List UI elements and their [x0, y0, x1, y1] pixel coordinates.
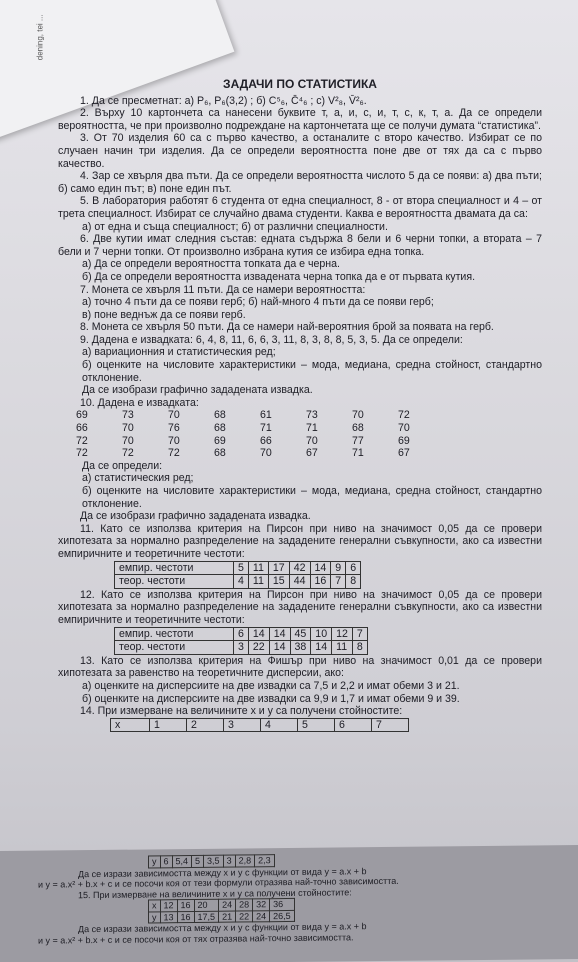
bottom-text	[38, 851, 538, 945]
table-row: y 13 16 17,5 21 22 24 26,5	[149, 910, 295, 923]
xy-table-15	[148, 898, 295, 924]
problem-9-c: Да се изобрази графично зададената извадка.	[82, 384, 313, 397]
problem-11: 11. Като се използва критерия на Пирсон при ниво на значимост 0,05 да се провери хипотезата за нормално разпределение на зададените генерални съвкупности, ако са известни емпиричните и теоретичните честоти:	[58, 522, 542, 560]
problem-10-d: Да се изобрази графично зададената извадка.	[80, 510, 311, 523]
problem-3: 3. От 70 изделия 60 са с първо качество, а останалите с второ качество. Избират се по случаен начин три изделия. Да се определи вероятността поне две от тях да са с първо качество.	[58, 132, 542, 170]
problem-13-a: а) оценките на дисперсиите на две извадки са 7,5 и 2,2 и имат обеми 3 и 21.	[82, 679, 460, 692]
problem-9: 9. Дадена е извадката: 6, 4, 8, 11, 6, 6, 3, 11, 8, 3, 8, 8, 5, 3, 5. Да се определи:	[80, 333, 463, 346]
problem-9-a: а) вариационния и статистическия ред;	[82, 346, 276, 359]
problem-15: 15. При измерване на величините x и y са получени стойностите:	[78, 886, 352, 900]
problem-14-text-1: Да се изрази зависимостта между x и y с функции от вида y = a.x + b	[78, 865, 367, 879]
problem-15-text-1: Да се изрази зависимостта между x и y с функции от вида y = a.x + b	[78, 921, 367, 935]
problem-14: 14. При измерване на величините x и y са получени стойностите:	[80, 705, 403, 718]
table-row: 72 72 72 68 70 67 71 67	[76, 447, 410, 460]
problem-9-b: б) оценките на числовите характеристики – мода, медиана, средна стойност, стандартно отклонение.	[82, 359, 542, 384]
problem-10-a: Да се определи:	[82, 459, 163, 472]
problem-2: 2. Върху 10 картончета са нанесени буквите т, а, и, с, и, т, с, к, т, а. Да се определи вероятността, че при произволно подреждане на картончетата ще се получи думата “статистика”.	[58, 107, 542, 132]
problem-12: 12. Като се използва критерия на Пирсон при ниво на значимост 0,05 да се провери хипотезата за нормално разпределение на зададените генерални съвкупности, ако са известни емпиричните и теоретичните честоти:	[58, 588, 542, 626]
table-row: емпир. честоти 5 11 17 42 14 9 6	[115, 561, 361, 575]
table-row: y 6 5,4 5 3,5 3 2,8 2,3	[149, 855, 275, 868]
main-document	[58, 78, 542, 732]
table-row: 69 73 70 68 61 73 70 72	[76, 409, 410, 422]
frequency-table-12	[114, 627, 368, 655]
problem-13: 13. Като се използва критерия на Фишър при ниво на значимост 0,01 да се провери хипотезата за равенство на теоретичните дисперсии, ако:	[58, 654, 542, 680]
table-row: теор. честоти 4 11 15 44 16 7 8	[115, 575, 361, 589]
table-row: x 1 2 3 4 5 6 7	[111, 718, 409, 732]
sample-table	[76, 409, 444, 459]
problem-10: 10. Дадена е извадката:	[80, 396, 199, 409]
table-row: 66 70 76 68 71 71 68 70	[76, 422, 410, 435]
table-row: x 12 16 20 24 28 32 36	[149, 898, 295, 911]
table-row: теор. честоти 3 22 14 38 14 11 8	[115, 641, 368, 655]
problem-14-text-2: и y = a.x² + b.x + c и се посочи коя от тези формули отразява най-точно зависимостта.	[38, 875, 399, 890]
problem-10-b: а) статистическия ред;	[82, 472, 194, 485]
folded-bottom-sheet	[0, 845, 578, 962]
problem-7: 7. Монета се хвърля 11 пъти. Да се намери вероятността:	[80, 283, 366, 296]
problem-13-b: б) оценките на дисперсиите на две извадки са 9,9 и 1,7 и имат обеми 9 и 39.	[82, 692, 460, 705]
problem-8: 8. Монета се хвърля 50 пъти. Да се намери най-вероятния брой за появата на герб.	[80, 321, 494, 334]
corner-note: dening, tei ...	[35, 14, 45, 61]
problem-6: 6. Две кутии имат следния състав: едната съдържа 8 бели и 6 черни топки, а втората – 7 бели и 7 черни топки. От произволно избрана кутия се избира една топка.	[58, 233, 542, 258]
frequency-table-11	[114, 561, 361, 589]
problem-10-c: б) оценките на числовите характеристики – мода, медиана, средна стойност, стандартно отклонение.	[82, 485, 542, 510]
problem-4: 4. Зар се хвърля два пъти. Да се определи вероятността числото 5 да се появи: а) два пъти; б) само един път; в) поне един път.	[58, 170, 542, 195]
table-row: емпир. честоти 6 14 14 45 10 12 7	[115, 627, 368, 641]
problem-5-a: а) от една и съща специалност; б) от различни специалности.	[82, 220, 388, 233]
table-row: 72 70 70 69 66 70 77 69	[76, 434, 410, 447]
xy-table-14-x	[110, 718, 409, 733]
problem-5: 5. В лаборатория работят 6 студента от една специалност, 8 - от втора специалност и 4 – от трета специалност. Избират се случайно двама студенти. Каква е вероятността двамата да са:	[58, 195, 542, 220]
problem-6-a: а) Да се определи вероятността топката да е черна.	[82, 258, 340, 271]
problem-7-b: в) поне веднъж да се появи герб.	[82, 308, 246, 321]
page-title: ЗАДАЧИ ПО СТАТИСТИКА	[223, 77, 377, 91]
problem-1: 1. Да се пресметнат: а) P₆, P₆(3,2) ; б) C⁵₆, C̄⁴₆ ; с) V²₈, V̄²₆.	[80, 94, 367, 107]
problem-15-text-2: и y = a.x² + b.x + c и се посочи коя от тях отразява най-точно зависимостта.	[38, 931, 354, 946]
problem-7-a: а) точно 4 пъти да се появи герб; б) най-много 4 пъти да се появи герб;	[82, 296, 434, 309]
problem-6-b: б) Да се определи вероятността извадената черна топка да е от първата кутия.	[82, 270, 476, 283]
